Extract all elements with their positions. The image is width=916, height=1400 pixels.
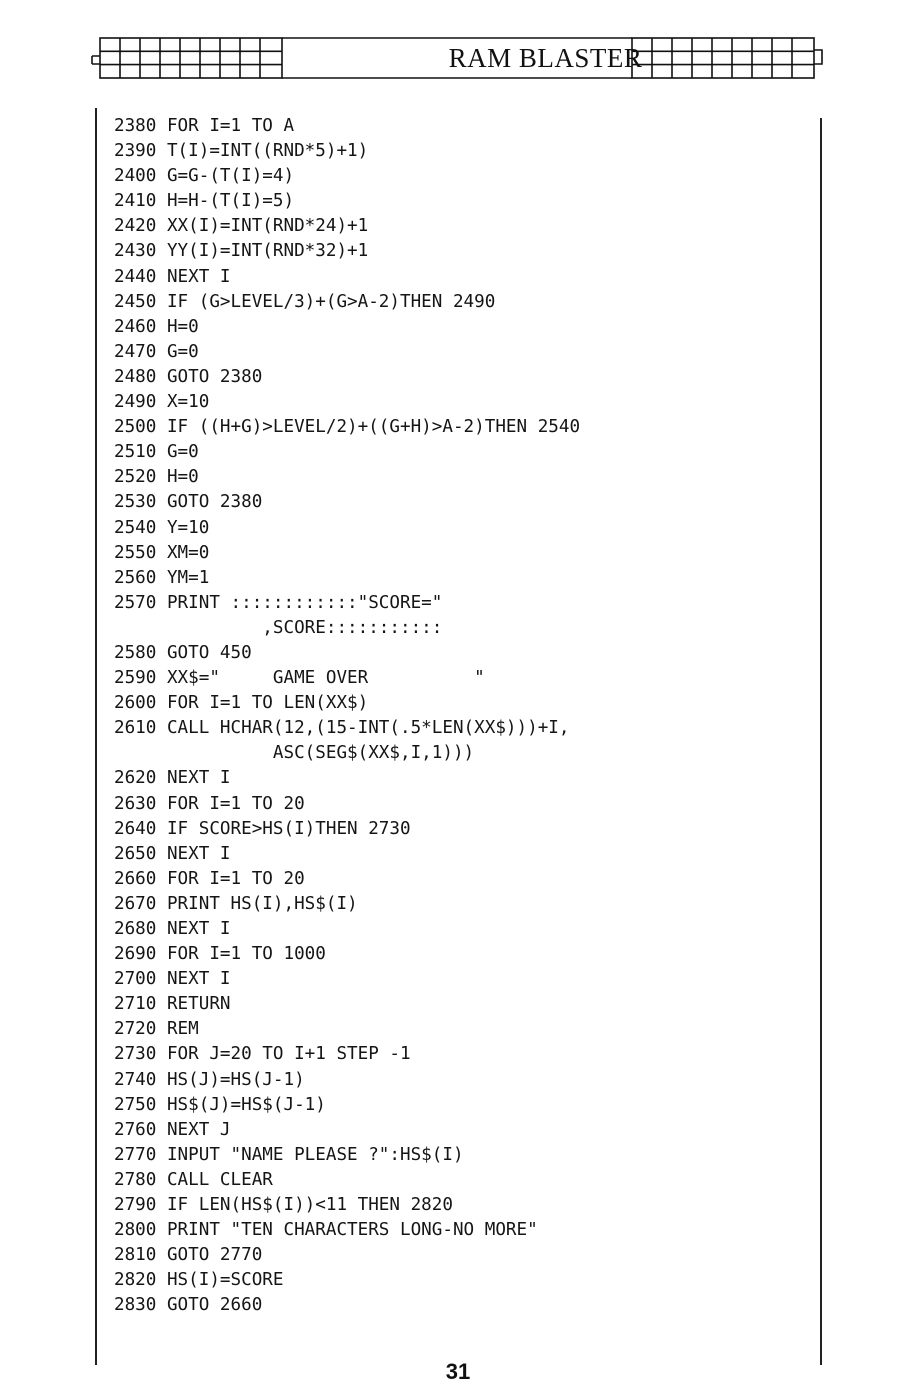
code-line: 2430 YY(I)=INT(RND*32)+1 xyxy=(114,241,369,262)
code-line: 2480 GOTO 2380 xyxy=(114,366,263,387)
code-line: 2510 G=0 xyxy=(114,442,199,463)
right-margin-rule xyxy=(820,118,822,1365)
code-line: 2470 G=0 xyxy=(114,341,199,362)
code-line: 2640 IF SCORE>HS(I)THEN 2730 xyxy=(114,818,411,839)
code-line: 2420 XX(I)=INT(RND*24)+1 xyxy=(114,216,369,237)
code-line: 2690 FOR I=1 TO 1000 xyxy=(114,944,326,965)
page-header xyxy=(88,36,828,80)
code-listing xyxy=(114,114,814,1319)
code-line: 2780 CALL CLEAR xyxy=(114,1169,273,1190)
code-line: 2440 NEXT I xyxy=(114,266,231,287)
code-line: 2380 FOR I=1 TO A xyxy=(114,116,295,136)
code-line: 2710 RETURN xyxy=(114,994,231,1015)
code-line: 2390 T(I)=INT((RND*5)+1) xyxy=(114,141,369,162)
code-line: 2400 G=G-(T(I)=4) xyxy=(114,166,295,187)
code-line: 2610 CALL HCHAR(12,(15-INT(.5*LEN(XX$)))+I, xyxy=(114,718,570,739)
code-line: 2600 FOR I=1 TO LEN(XX$) xyxy=(114,693,369,714)
page-title: RAM BLASTER xyxy=(448,43,643,73)
code-line: 2750 HS$(J)=HS$(J-1) xyxy=(114,1094,326,1115)
code-line: 2740 HS(J)=HS(J-1) xyxy=(114,1069,305,1090)
code-line: 2700 NEXT I xyxy=(114,969,231,990)
code-line: 2650 NEXT I xyxy=(114,843,231,864)
code-line: 2720 REM xyxy=(114,1019,199,1040)
code-line: 2670 PRINT HS(I),HS$(I) xyxy=(114,893,358,914)
code-line: 2570 PRINT ::::::::::::"SCORE=" xyxy=(114,592,443,613)
code-line: 2830 GOTO 2660 xyxy=(114,1295,263,1316)
code-line: 2800 PRINT "TEN CHARACTERS LONG-NO MORE" xyxy=(114,1220,538,1241)
code-line: 2450 IF (G>LEVEL/3)+(G>A-2)THEN 2490 xyxy=(114,291,496,312)
code-line: 2580 GOTO 450 xyxy=(114,642,252,663)
page-number: 31 xyxy=(445,1359,471,1384)
code-line: 2760 NEXT J xyxy=(114,1119,231,1140)
code-line: 2630 FOR I=1 TO 20 xyxy=(114,793,305,814)
code-line: 2460 H=0 xyxy=(114,316,199,337)
code-line: ASC(SEG$(XX$,I,1))) xyxy=(114,743,475,764)
code-line: 2520 H=0 xyxy=(114,467,199,488)
code-line: 2810 GOTO 2770 xyxy=(114,1245,263,1266)
code-line: 2500 IF ((H+G)>LEVEL/2)+((G+H)>A-2)THEN 2540 xyxy=(114,417,581,438)
code-line: 2590 XX$=" GAME OVER " xyxy=(114,668,485,689)
code-line: 2680 NEXT I xyxy=(114,919,231,939)
code-line: 2730 FOR J=20 TO I+1 STEP -1 xyxy=(114,1044,411,1065)
code-line: 2550 XM=0 xyxy=(114,542,210,563)
code-line: 2790 IF LEN(HS$(I))<11 THEN 2820 xyxy=(114,1195,453,1216)
code-line: 2660 FOR I=1 TO 20 xyxy=(114,868,305,889)
code-line: 2530 GOTO 2380 xyxy=(114,492,263,513)
code-line: 2410 H=H-(T(I)=5) xyxy=(114,191,295,212)
code-line: 2560 YM=1 xyxy=(114,567,210,588)
code-line: 2490 X=10 xyxy=(114,392,210,413)
code-line: 2770 INPUT "NAME PLEASE ?":HS$(I) xyxy=(114,1144,464,1165)
code-line: 2620 NEXT I xyxy=(114,768,231,789)
code-line: 2540 Y=10 xyxy=(114,517,210,538)
left-margin-rule xyxy=(95,108,97,1365)
code-line: 2820 HS(I)=SCORE xyxy=(114,1270,284,1291)
code-line: ,SCORE::::::::::: xyxy=(114,617,443,638)
